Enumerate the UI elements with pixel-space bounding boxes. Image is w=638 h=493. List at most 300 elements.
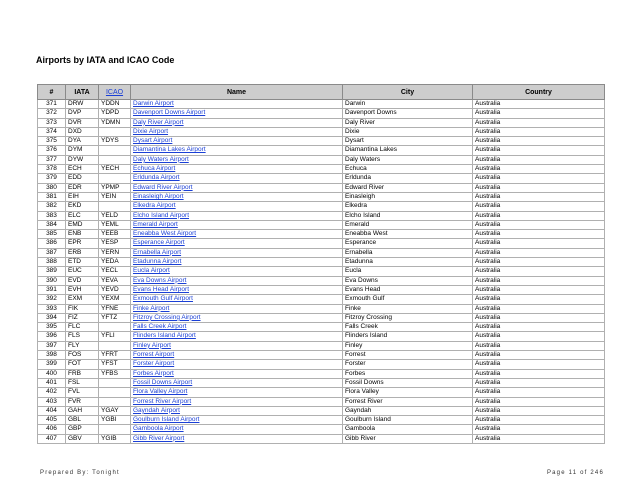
row-number-cell: 392 <box>38 295 66 304</box>
airport-name-link[interactable]: Eva Downs Airport <box>133 276 187 284</box>
table-row <box>38 137 605 146</box>
airports-table <box>37 84 605 444</box>
city-cell: Echuca <box>343 165 473 174</box>
city-cell: Eva Downs <box>343 276 473 285</box>
airport-name-link[interactable]: Flora Valley Airport <box>133 388 188 396</box>
iata-code-cell: ERB <box>66 248 99 257</box>
table-row <box>38 211 605 220</box>
icao-code-cell: YEDA <box>99 258 131 267</box>
row-number-cell: 395 <box>38 323 66 332</box>
icao-code-cell: YGBI <box>99 416 131 425</box>
city-cell: Elcho Island <box>343 211 473 220</box>
country-cell: Australia <box>473 388 605 397</box>
airport-name-link[interactable]: Ernabella Airport <box>133 248 182 256</box>
city-cell: Daly River <box>343 118 473 127</box>
table-row <box>38 360 605 369</box>
city-cell: Etadunna <box>343 258 473 267</box>
airport-name-link[interactable]: Emerald Airport <box>133 220 178 228</box>
city-cell: Emerald <box>343 220 473 229</box>
table-row <box>38 369 605 378</box>
airport-name-link[interactable]: Falls Creek Airport <box>133 323 187 331</box>
airport-name-link-cell <box>131 388 343 397</box>
country-cell: Australia <box>473 434 605 443</box>
airport-name-link-cell <box>131 174 343 183</box>
row-number-cell: 386 <box>38 239 66 248</box>
iata-code-cell: ELC <box>66 211 99 220</box>
country-cell: Australia <box>473 100 605 109</box>
airport-name-link-cell <box>131 211 343 220</box>
icao-code-cell: YDMN <box>99 118 131 127</box>
city-cell: Ernabella <box>343 248 473 257</box>
table-row <box>38 146 605 155</box>
iata-code-cell: EUC <box>66 267 99 276</box>
country-cell: Australia <box>473 406 605 415</box>
row-number-cell: 388 <box>38 258 66 267</box>
iata-code-cell: EMD <box>66 220 99 229</box>
airport-name-link-cell <box>131 118 343 127</box>
iata-code-cell: GBV <box>66 434 99 443</box>
airport-name-link[interactable]: Daly Waters Airport <box>133 155 189 163</box>
airport-name-link-cell <box>131 258 343 267</box>
city-cell: Diamantina Lakes <box>343 146 473 155</box>
iata-code-cell: DXD <box>66 127 99 136</box>
iata-code-cell: DYA <box>66 137 99 146</box>
airport-name-link-cell <box>131 351 343 360</box>
table-row <box>38 248 605 257</box>
country-cell: Australia <box>473 285 605 294</box>
city-cell: Einasleigh <box>343 192 473 201</box>
row-number-cell: 407 <box>38 434 66 443</box>
table-row <box>38 285 605 294</box>
airport-name-link[interactable]: Edward River Airport <box>133 183 193 191</box>
iata-code-cell: EPR <box>66 239 99 248</box>
iata-code-cell: ENB <box>66 230 99 239</box>
city-cell: Eneabba West <box>343 230 473 239</box>
icao-code-cell: YELD <box>99 211 131 220</box>
iata-code-cell: FRB <box>66 369 99 378</box>
country-cell: Australia <box>473 202 605 211</box>
table-row <box>38 332 605 341</box>
icao-code-cell: YFST <box>99 360 131 369</box>
country-cell: Australia <box>473 118 605 127</box>
iata-code-cell: FLS <box>66 332 99 341</box>
row-number-cell: 375 <box>38 137 66 146</box>
airport-name-link[interactable]: Gayndah Airport <box>133 406 180 414</box>
city-cell: Forster <box>343 360 473 369</box>
icao-code-cell: YEML <box>99 220 131 229</box>
iata-code-cell: FLC <box>66 323 99 332</box>
country-cell: Australia <box>473 369 605 378</box>
iata-code-cell: DVR <box>66 118 99 127</box>
table-header-row <box>38 85 605 100</box>
country-cell: Australia <box>473 211 605 220</box>
country-cell: Australia <box>473 378 605 387</box>
city-cell: Gibb River <box>343 434 473 443</box>
icao-code-cell <box>99 127 131 136</box>
table-row <box>38 220 605 229</box>
airport-name-link[interactable]: Etadunna Airport <box>133 258 182 266</box>
airport-name-link[interactable]: Diamantina Lakes Airport <box>133 146 206 154</box>
iata-code-cell: FSL <box>66 378 99 387</box>
row-number-cell: 371 <box>38 100 66 109</box>
airport-name-link[interactable]: Darwin Airport <box>133 100 174 107</box>
row-number-cell: 374 <box>38 127 66 136</box>
city-cell: Fossil Downs <box>343 378 473 387</box>
table-row <box>38 202 605 211</box>
row-number-cell: 397 <box>38 341 66 350</box>
airport-name-link-cell <box>131 127 343 136</box>
table-row <box>38 406 605 415</box>
country-cell: Australia <box>473 323 605 332</box>
airport-name-link[interactable]: Goulburn Island Airport <box>133 416 200 424</box>
row-number-cell: 405 <box>38 416 66 425</box>
country-cell: Australia <box>473 146 605 155</box>
country-cell: Australia <box>473 416 605 425</box>
iata-code-cell: DYM <box>66 146 99 155</box>
iata-code-cell: FVR <box>66 397 99 406</box>
country-cell: Australia <box>473 397 605 406</box>
column-header-name: Name <box>131 85 343 100</box>
icao-code-cell: YECH <box>99 165 131 174</box>
airport-name-link[interactable]: Forrest Airport <box>133 351 175 359</box>
row-number-cell: 390 <box>38 276 66 285</box>
airport-name-link-cell <box>131 183 343 192</box>
airport-name-link[interactable]: Exmouth Gulf Airport <box>133 295 193 303</box>
country-cell: Australia <box>473 239 605 248</box>
icao-code-cell: YEVD <box>99 285 131 294</box>
icao-code-cell: YFNE <box>99 304 131 313</box>
airport-name-link-cell <box>131 220 343 229</box>
column-header-number: # <box>38 85 66 100</box>
table-body <box>38 100 605 444</box>
city-cell: Erldunda <box>343 174 473 183</box>
city-cell: Exmouth Gulf <box>343 295 473 304</box>
iata-code-cell: EVH <box>66 285 99 294</box>
airport-name-link-cell <box>131 100 343 109</box>
row-number-cell: 403 <box>38 397 66 406</box>
airport-name-link-cell <box>131 202 343 211</box>
city-cell: Edward River <box>343 183 473 192</box>
icao-code-cell <box>99 397 131 406</box>
country-cell: Australia <box>473 109 605 118</box>
column-header-iata: IATA <box>66 85 99 100</box>
airport-name-link-cell <box>131 304 343 313</box>
city-cell: Falls Creek <box>343 323 473 332</box>
country-cell: Australia <box>473 267 605 276</box>
table-row <box>38 174 605 183</box>
icao-code-cell: YEEB <box>99 230 131 239</box>
row-number-cell: 387 <box>38 248 66 257</box>
row-number-cell: 396 <box>38 332 66 341</box>
airport-name-link[interactable]: Gibb River Airport <box>133 434 185 442</box>
airport-name-link[interactable]: Forbes Airport <box>133 369 174 377</box>
row-number-cell: 377 <box>38 155 66 164</box>
airport-name-link[interactable]: Eucla Airport <box>133 267 170 275</box>
icao-code-cell <box>99 323 131 332</box>
city-cell: Forbes <box>343 369 473 378</box>
airport-name-link-cell <box>131 276 343 285</box>
city-cell: Forrest <box>343 351 473 360</box>
airport-name-link[interactable]: Elkedra Airport <box>133 202 176 210</box>
table-row <box>38 258 605 267</box>
iata-code-cell: EVD <box>66 276 99 285</box>
icao-code-cell: YEIN <box>99 192 131 201</box>
row-number-cell: 391 <box>38 285 66 294</box>
row-number-cell: 385 <box>38 230 66 239</box>
table-row <box>38 378 605 387</box>
airport-name-link-cell <box>131 313 343 322</box>
icao-code-cell: YFBS <box>99 369 131 378</box>
airport-name-link-cell <box>131 137 343 146</box>
icao-code-cell <box>99 425 131 434</box>
row-number-cell: 379 <box>38 174 66 183</box>
table-row <box>38 295 605 304</box>
footer-prepared-by: Prepared By: Tonight <box>40 470 120 476</box>
table-row <box>38 183 605 192</box>
row-number-cell: 389 <box>38 267 66 276</box>
city-cell: Flinders Island <box>343 332 473 341</box>
airport-name-link-cell <box>131 295 343 304</box>
airport-name-link[interactable]: Dixie Airport <box>133 127 169 135</box>
icao-code-cell <box>99 388 131 397</box>
row-number-cell: 401 <box>38 378 66 387</box>
country-cell: Australia <box>473 425 605 434</box>
table-row <box>38 351 605 360</box>
iata-code-cell: EIH <box>66 192 99 201</box>
city-cell: Esperance <box>343 239 473 248</box>
country-cell: Australia <box>473 192 605 201</box>
iata-code-cell: FVL <box>66 388 99 397</box>
city-cell: Dysart <box>343 137 473 146</box>
country-cell: Australia <box>473 248 605 257</box>
page-title: Airports by IATA and ICAO Code <box>36 55 175 65</box>
column-header-country: Country <box>473 85 605 100</box>
city-cell: Daly Waters <box>343 155 473 164</box>
table-row <box>38 127 605 136</box>
table-row <box>38 434 605 443</box>
country-cell: Australia <box>473 165 605 174</box>
row-number-cell: 381 <box>38 192 66 201</box>
row-number-cell: 384 <box>38 220 66 229</box>
country-cell: Australia <box>473 174 605 183</box>
country-cell: Australia <box>473 258 605 267</box>
row-number-cell: 406 <box>38 425 66 434</box>
airport-name-link-cell <box>131 434 343 443</box>
icao-code-cell: YFRT <box>99 351 131 360</box>
table-row <box>38 100 605 109</box>
column-header-city: City <box>343 85 473 100</box>
airport-name-link[interactable]: Finke Airport <box>133 304 170 312</box>
airport-name-link-cell <box>131 323 343 332</box>
airport-name-link-cell <box>131 397 343 406</box>
row-number-cell: 378 <box>38 165 66 174</box>
airport-name-link-cell <box>131 425 343 434</box>
country-cell: Australia <box>473 230 605 239</box>
row-number-cell: 383 <box>38 211 66 220</box>
airport-name-link-cell <box>131 109 343 118</box>
city-cell: Flora Valley <box>343 388 473 397</box>
city-cell: Dixie <box>343 127 473 136</box>
airport-name-link[interactable]: Elcho Island Airport <box>133 211 190 219</box>
airport-name-link[interactable]: Fitzroy Crossing Airport <box>133 313 201 321</box>
icao-code-cell: YECL <box>99 267 131 276</box>
country-cell: Australia <box>473 155 605 164</box>
table-row <box>38 267 605 276</box>
row-number-cell: 400 <box>38 369 66 378</box>
iata-code-cell: DVP <box>66 109 99 118</box>
icao-code-cell <box>99 146 131 155</box>
airport-name-link[interactable]: Finley Airport <box>133 341 171 349</box>
airport-name-link-cell <box>131 369 343 378</box>
city-cell: Goulburn Island <box>343 416 473 425</box>
airport-name-link[interactable]: Daly River Airport <box>133 118 184 126</box>
country-cell: Australia <box>473 295 605 304</box>
table-row <box>38 155 605 164</box>
city-cell: Finke <box>343 304 473 313</box>
row-number-cell: 380 <box>38 183 66 192</box>
iata-code-cell: FOT <box>66 360 99 369</box>
country-cell: Australia <box>473 313 605 322</box>
airport-name-link-cell <box>131 378 343 387</box>
country-cell: Australia <box>473 332 605 341</box>
city-cell: Forrest River <box>343 397 473 406</box>
icao-code-cell <box>99 378 131 387</box>
country-cell: Australia <box>473 137 605 146</box>
airport-name-link-cell <box>131 155 343 164</box>
icao-code-cell: YFTZ <box>99 313 131 322</box>
airport-name-link[interactable]: Dysart Airport <box>133 137 173 145</box>
table-row <box>38 230 605 239</box>
city-cell: Darwin <box>343 100 473 109</box>
row-number-cell: 373 <box>38 118 66 127</box>
row-number-cell: 394 <box>38 313 66 322</box>
airport-name-link-cell <box>131 146 343 155</box>
icao-code-cell: YESP <box>99 239 131 248</box>
table-row <box>38 276 605 285</box>
table-row <box>38 304 605 313</box>
icao-code-cell <box>99 341 131 350</box>
airport-name-link-cell <box>131 192 343 201</box>
iata-code-cell: FIZ <box>66 313 99 322</box>
table-row <box>38 425 605 434</box>
country-cell: Australia <box>473 351 605 360</box>
airport-name-link[interactable]: Forrest River Airport <box>133 397 192 405</box>
airport-name-link[interactable]: Davenport Downs Airport <box>133 109 206 117</box>
row-number-cell: 382 <box>38 202 66 211</box>
airport-name-link-cell <box>131 165 343 174</box>
table-row <box>38 239 605 248</box>
airport-name-link-cell <box>131 239 343 248</box>
column-header-icao[interactable]: ICAO <box>99 85 131 100</box>
table-row <box>38 388 605 397</box>
airport-name-link[interactable]: Evans Head Airport <box>133 285 190 293</box>
row-number-cell: 398 <box>38 351 66 360</box>
city-cell: Gayndah <box>343 406 473 415</box>
airport-name-link-cell <box>131 267 343 276</box>
row-number-cell: 372 <box>38 109 66 118</box>
icao-code-cell <box>99 202 131 211</box>
country-cell: Australia <box>473 276 605 285</box>
airport-name-link[interactable]: Einasleigh Airport <box>133 192 184 200</box>
table-row <box>38 192 605 201</box>
city-cell: Eucla <box>343 267 473 276</box>
table-row <box>38 165 605 174</box>
city-cell: Finley <box>343 341 473 350</box>
iata-code-cell: ETD <box>66 258 99 267</box>
iata-code-cell: EDD <box>66 174 99 183</box>
airport-name-link-cell <box>131 360 343 369</box>
icao-code-cell: YERN <box>99 248 131 257</box>
icao-code-cell: YPMP <box>99 183 131 192</box>
city-cell: Davenport Downs <box>343 109 473 118</box>
icao-code-cell: YEVA <box>99 276 131 285</box>
airport-name-link[interactable]: Flinders Island Airport <box>133 332 196 340</box>
iata-code-cell: FLY <box>66 341 99 350</box>
icao-code-cell: YGIB <box>99 434 131 443</box>
country-cell: Australia <box>473 220 605 229</box>
airport-name-link-cell <box>131 416 343 425</box>
airport-name-link[interactable]: Echuca Airport <box>133 165 176 173</box>
airport-name-link[interactable]: Eneabba West Airport <box>133 230 197 238</box>
icao-code-cell <box>99 174 131 183</box>
iata-code-cell: DRW <box>66 100 99 109</box>
table-row <box>38 416 605 425</box>
city-cell: Gamboola <box>343 425 473 434</box>
row-number-cell: 404 <box>38 406 66 415</box>
airport-name-link-cell <box>131 406 343 415</box>
row-number-cell: 402 <box>38 388 66 397</box>
city-cell: Fitzroy Crossing <box>343 313 473 322</box>
iata-code-cell: DYW <box>66 155 99 164</box>
icao-code-cell <box>99 155 131 164</box>
airport-name-link-cell <box>131 341 343 350</box>
table-row <box>38 323 605 332</box>
icao-code-cell: YDYS <box>99 137 131 146</box>
table-row <box>38 118 605 127</box>
iata-code-cell: GBL <box>66 416 99 425</box>
iata-code-cell: EKD <box>66 202 99 211</box>
table-row <box>38 313 605 322</box>
city-cell: Evans Head <box>343 285 473 294</box>
icao-code-cell: YFLI <box>99 332 131 341</box>
airport-name-link-cell <box>131 230 343 239</box>
airport-name-link[interactable]: Fossil Downs Airport <box>133 378 193 386</box>
airport-name-link[interactable]: Esperance Airport <box>133 239 185 247</box>
city-cell: Elkedra <box>343 202 473 211</box>
airport-name-link[interactable]: Forster Airport <box>133 360 175 368</box>
icao-code-cell: YEXM <box>99 295 131 304</box>
iata-code-cell: EDR <box>66 183 99 192</box>
iata-code-cell: EXM <box>66 295 99 304</box>
airport-name-link-cell <box>131 285 343 294</box>
airport-name-link[interactable]: Gamboola Airport <box>133 425 184 433</box>
airport-name-link[interactable]: Erldunda Airport <box>133 174 180 182</box>
country-cell: Australia <box>473 304 605 313</box>
country-cell: Australia <box>473 341 605 350</box>
table-row <box>38 397 605 406</box>
iata-code-cell: GAH <box>66 406 99 415</box>
iata-code-cell: ECH <box>66 165 99 174</box>
footer-page-number: Page 11 of 246 <box>546 470 604 476</box>
table-row <box>38 109 605 118</box>
icao-code-cell: YGAY <box>99 406 131 415</box>
row-number-cell: 393 <box>38 304 66 313</box>
country-cell: Australia <box>473 183 605 192</box>
icao-code-cell: YDDN <box>99 100 131 109</box>
row-number-cell: 399 <box>38 360 66 369</box>
country-cell: Australia <box>473 360 605 369</box>
icao-code-cell: YDPD <box>99 109 131 118</box>
